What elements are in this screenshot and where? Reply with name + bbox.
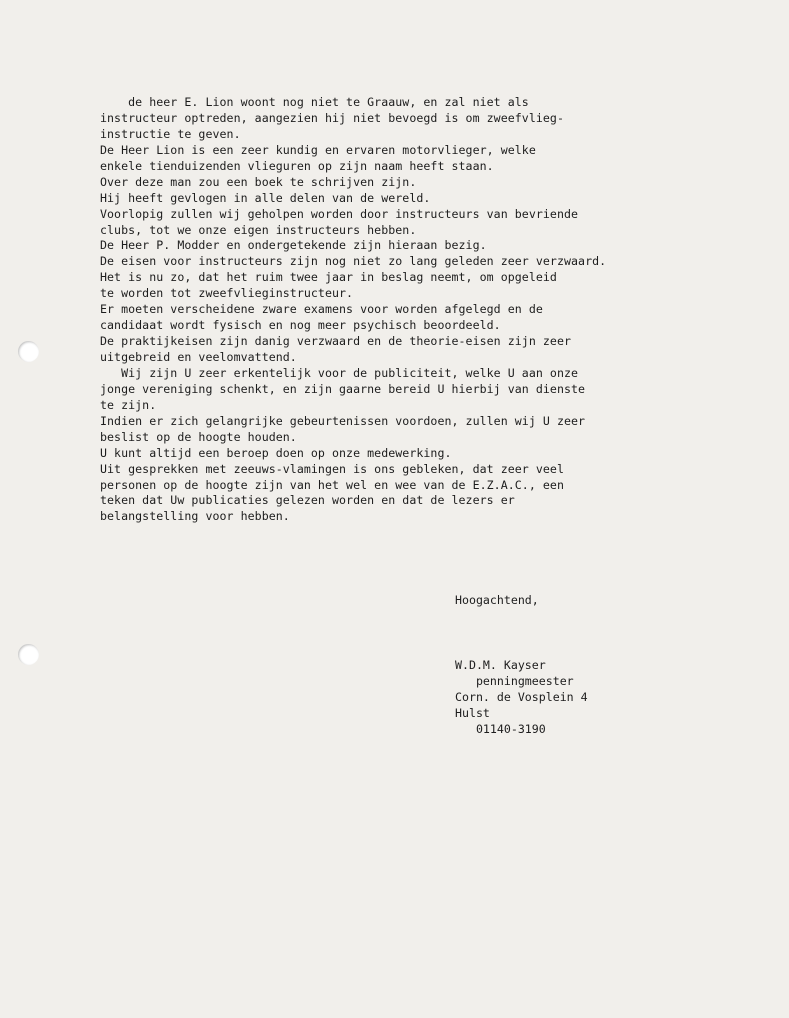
body-line: Er moeten verscheidene zware examens voor worden afgelegd en de [100, 302, 543, 317]
body-line: Over deze man zou een boek te schrijven zijn. [100, 174, 417, 189]
body-line: Hij heeft gevlogen in alle delen van de wereld. [100, 190, 431, 205]
body-line: Voorlopig zullen wij geholpen worden door instructeurs van bevriende [100, 206, 579, 221]
signatory-title: penningmeester [455, 674, 574, 688]
signatory-name: W.D.M. Kayser [455, 658, 546, 672]
body-line: De Heer P. Modder en ondergetekende zijn hieraan bezig. [100, 238, 487, 253]
body-line: De Heer Lion is een zeer kundig en ervaren motorvlieger, welke [100, 142, 536, 157]
body-line: beslist op de hoogte houden. [100, 429, 297, 444]
closing-salutation: Hoogachtend, [455, 593, 539, 607]
signatory-phone: 01140-3190 [455, 722, 546, 736]
body-line: instructeur optreden, aangezien hij niet bevoegd is om zweefvlieg- [100, 110, 564, 125]
signatory-address: Corn. de Vosplein 4 [455, 690, 588, 704]
body-line: Indien er zich gelangrijke gebeurtenissen voordoen, zullen wij U zeer [100, 413, 586, 428]
body-line: Wij zijn U zeer erkentelijk voor de publiciteit, welke U aan onze [100, 365, 579, 380]
body-line: belangstelling voor hebben. [100, 509, 290, 524]
body-line: Uit gesprekken met zeeuws-vlamingen is ons gebleken, dat zeer veel [100, 461, 564, 476]
body-line: De eisen voor instructeurs zijn nog niet zo lang geleden zeer verzwaard. [100, 254, 607, 269]
letter-body [100, 95, 750, 525]
body-line: te zijn. [100, 397, 157, 412]
body-line: Het is nu zo, dat het ruim twee jaar in beslag neemt, om opgeleid [100, 270, 557, 285]
body-line: enkele tienduizenden vlieguren op zijn naam heeft staan. [100, 158, 494, 173]
body-line: De praktijkeisen zijn danig verzwaard en de theorie-eisen zijn zeer [100, 334, 572, 349]
body-line: te worden tot zweefvlieginstructeur. [100, 286, 354, 301]
signature-block [455, 657, 588, 737]
body-line: personen op de hoogte zijn van het wel en wee van de E.Z.A.C., een [100, 477, 564, 492]
body-line: U kunt altijd een beroep doen op onze medewerking. [100, 445, 452, 460]
body-line: de heer E. Lion woont nog niet te Graauw, en zal niet als [100, 95, 529, 109]
body-line: instructie te geven. [100, 126, 241, 141]
body-line: teken dat Uw publicaties gelezen worden en dat de lezers er [100, 493, 515, 508]
punch-hole-bottom [18, 644, 39, 665]
body-line: uitgebreid en veelomvattend. [100, 350, 297, 364]
body-line: clubs, tot we onze eigen instructeurs hebben. [100, 222, 417, 237]
signatory-city: Hulst [455, 706, 490, 720]
body-line: candidaat wordt fysisch en nog meer psychisch beoordeeld. [100, 318, 501, 333]
body-line: jonge vereniging schenkt, en zijn gaarne bereid U hierbij van dienste [100, 381, 586, 396]
punch-hole-top [18, 341, 39, 362]
